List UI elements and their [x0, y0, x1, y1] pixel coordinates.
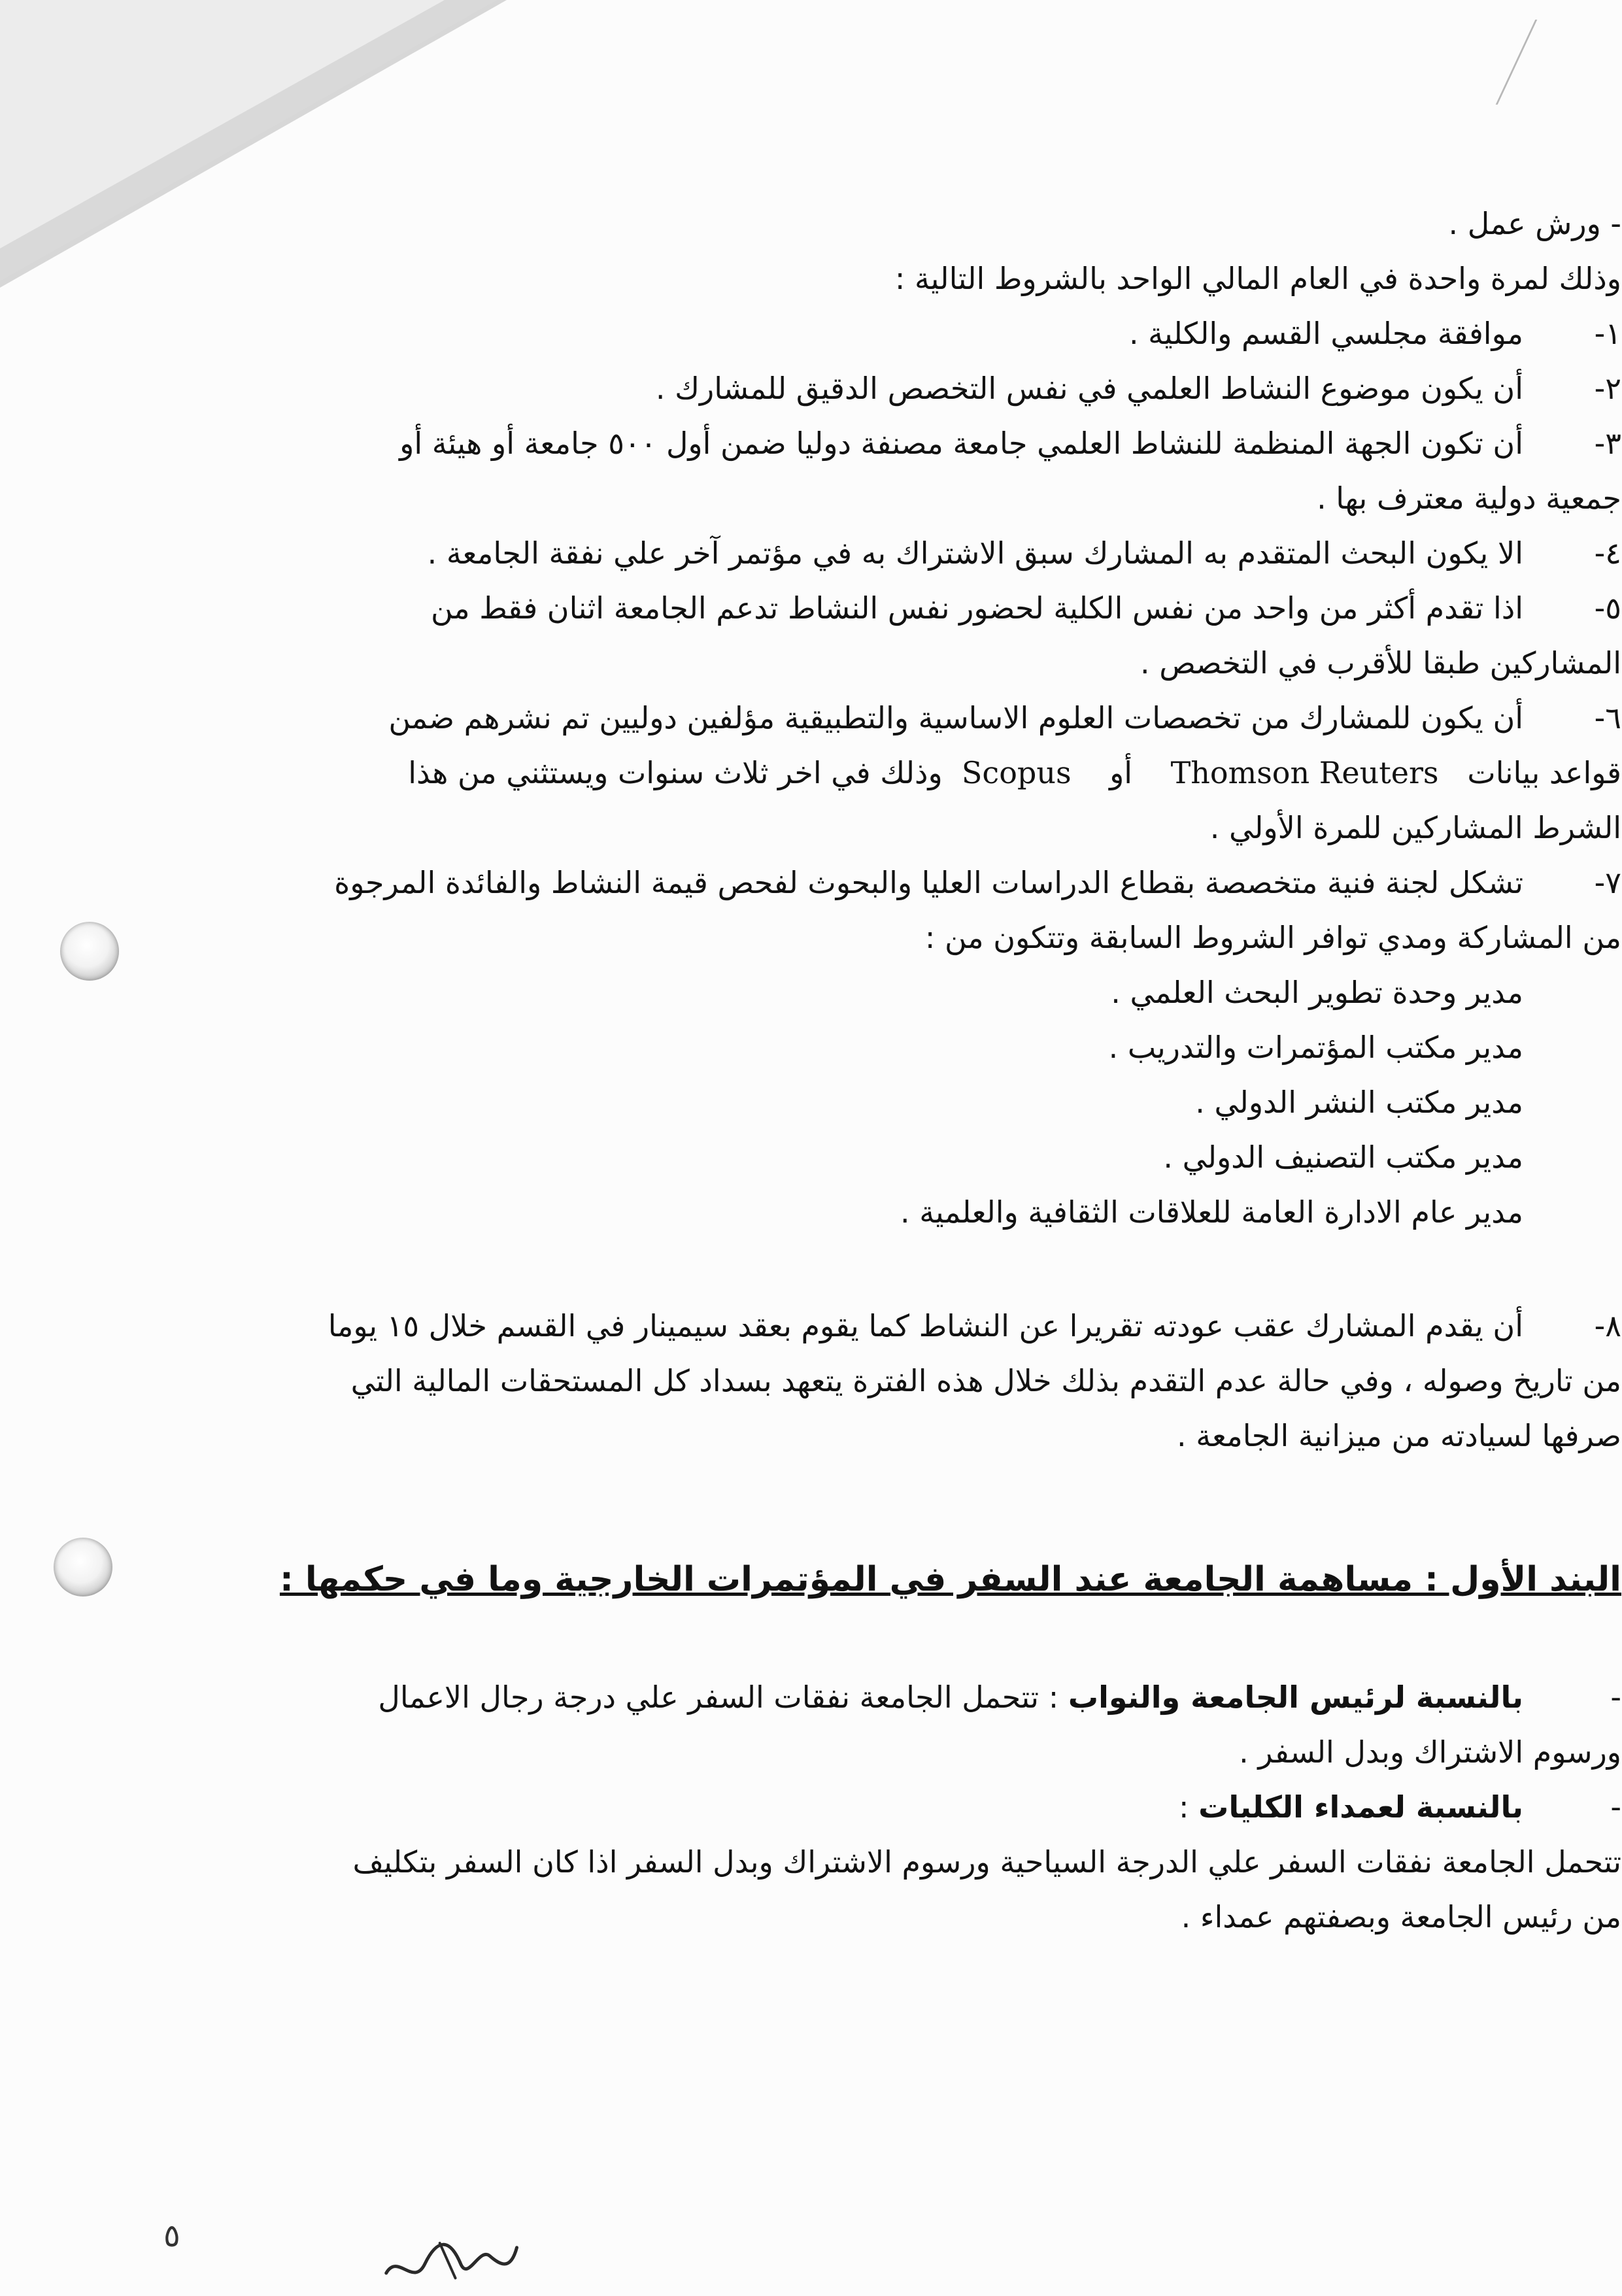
condition-4 [216, 526, 1621, 581]
page-number: ٥ [163, 2218, 180, 2254]
condition-text: أن يكون موضوع النشاط العلمي في نفس التخصص الدقيق للمشارك . [655, 371, 1523, 406]
punch-hole-icon [54, 1538, 112, 1596]
provision-deans [216, 1780, 1621, 1834]
condition-number: ٤- [1594, 535, 1621, 571]
spacer [216, 1240, 1621, 1298]
condition-number: ٥- [1594, 590, 1621, 626]
condition-8 [216, 1298, 1621, 1353]
databases-period: وذلك في اخر ثلاث سنوات ويستثني من هذا [408, 755, 943, 790]
condition-text: الا يكون البحث المتقدم به المشارك سبق الاشتراك به في مؤتمر آخر علي نفقة الجامعة . [427, 535, 1523, 571]
scan-artifact [1496, 20, 1616, 105]
condition-number: ٧- [1594, 865, 1621, 900]
scopus-label: Scopus [961, 755, 1072, 790]
conditions-intro: وذلك لمرة واحدة في العام المالي الواحد بالشروط التالية : [894, 261, 1621, 296]
provision-title: بالنسبة لرئيس الجامعة والنواب [1068, 1680, 1523, 1715]
committee-members-list [216, 965, 1621, 1240]
condition-7 [216, 855, 1621, 910]
section-heading: البند الأول : مساهمة الجامعة عند السفر في المؤتمرات الخارجية وما في حكمها : [279, 1560, 1621, 1599]
workshops-line: - ورش عمل . [1448, 206, 1621, 241]
spacer [216, 1611, 1621, 1670]
provision-president-continued: ورسوم الاشتراك وبدل السفر . [1239, 1734, 1621, 1770]
condition-3-continued: جمعية دولية معترف بها . [1317, 481, 1621, 516]
condition-6 [216, 690, 1621, 745]
condition-5-continued: المشاركين طبقا للأقرب في التخصص . [1140, 645, 1621, 681]
condition-number: ٣- [1594, 426, 1621, 461]
thomson-reuters-label: Thomson Reuters [1170, 755, 1439, 790]
condition-7-continued: من المشاركة ومدي توافر الشروط السابقة وتتكون من : [924, 920, 1621, 955]
condition-text: أن تكون الجهة المنظمة للنشاط العلمي جامعة مصنفة دوليا ضمن أول ٥٠٠ جامعة أو هيئة أو [399, 426, 1523, 461]
provision-bullet: - [1610, 1680, 1621, 1715]
committee-member: مدير مكتب النشر الدولي . [1195, 1085, 1523, 1120]
provision-deans-end: من رئيس الجامعة وبصفتهم عمداء . [1181, 1899, 1621, 1934]
condition-text: تشكل لجنة فنية متخصصة بقطاع الدراسات العليا والبحوث لفحص قيمة النشاط والفائدة المرجوة [334, 865, 1523, 900]
document-body [216, 196, 1621, 1944]
provision-text: : [1178, 1789, 1189, 1825]
provision-president [216, 1670, 1621, 1725]
committee-member: مدير مكتب التصنيف الدولي . [1163, 1140, 1523, 1175]
condition-5 [216, 581, 1621, 635]
condition-2 [216, 361, 1621, 416]
condition-text: أن يقدم المشارك عقب عودته تقريرا عن النشاط كما يقوم بعقد سيمينار في القسم خلال ١٥ يوما [328, 1308, 1523, 1343]
committee-member: مدير وحدة تطوير البحث العلمي . [1111, 975, 1523, 1010]
condition-number: ١- [1594, 316, 1621, 351]
condition-8-continued: من تاريخ وصوله ، وفي حالة عدم التقدم بذلك خلال هذه الفترة يتعهد بسداد كل المستحقات المالية التي [350, 1363, 1621, 1398]
punch-hole-icon [60, 922, 119, 981]
condition-1 [216, 306, 1621, 361]
committee-member: مدير مكتب المؤتمرات والتدريب . [1108, 1030, 1523, 1065]
condition-text: اذا تقدم أكثر من واحد من نفس الكلية لحضور نفس النشاط تدعم الجامعة اثنان فقط من [430, 590, 1523, 626]
databases-label: قواعد بيانات [1467, 755, 1621, 790]
condition-8-end: صرفها لسيادته من ميزانية الجامعة . [1177, 1418, 1621, 1453]
provision-deans-text: تتحمل الجامعة نفقات السفر علي الدرجة السياحية ورسوم الاشتراك وبدل السفر اذا كان السفر بتكليف [352, 1844, 1621, 1880]
provision-text: : تتحمل الجامعة نفقات السفر علي درجة رجال الاعمال [378, 1680, 1059, 1715]
committee-member: مدير عام الادارة العامة للعلاقات الثقافية والعلمية . [900, 1194, 1523, 1230]
condition-3 [216, 416, 1621, 471]
condition-number: ٢- [1594, 371, 1621, 406]
provision-title: بالنسبة لعمداء الكليات [1198, 1789, 1523, 1825]
handwritten-signature-icon [377, 2218, 526, 2296]
spacer [216, 1463, 1621, 1548]
condition-6-exception: الشرط المشاركين للمرة الأولي . [1209, 810, 1621, 845]
or-label: أو [1109, 755, 1133, 790]
condition-text: موافقة مجلسي القسم والكلية . [1128, 316, 1523, 351]
condition-number: ٦- [1594, 700, 1621, 735]
provision-bullet: - [1610, 1789, 1621, 1825]
condition-number: ٨- [1594, 1308, 1621, 1343]
condition-text: أن يكون للمشارك من تخصصات العلوم الاساسية والتطبيقية مؤلفين دوليين تم نشرهم ضمن [388, 700, 1523, 735]
condition-6-databases [216, 745, 1621, 800]
